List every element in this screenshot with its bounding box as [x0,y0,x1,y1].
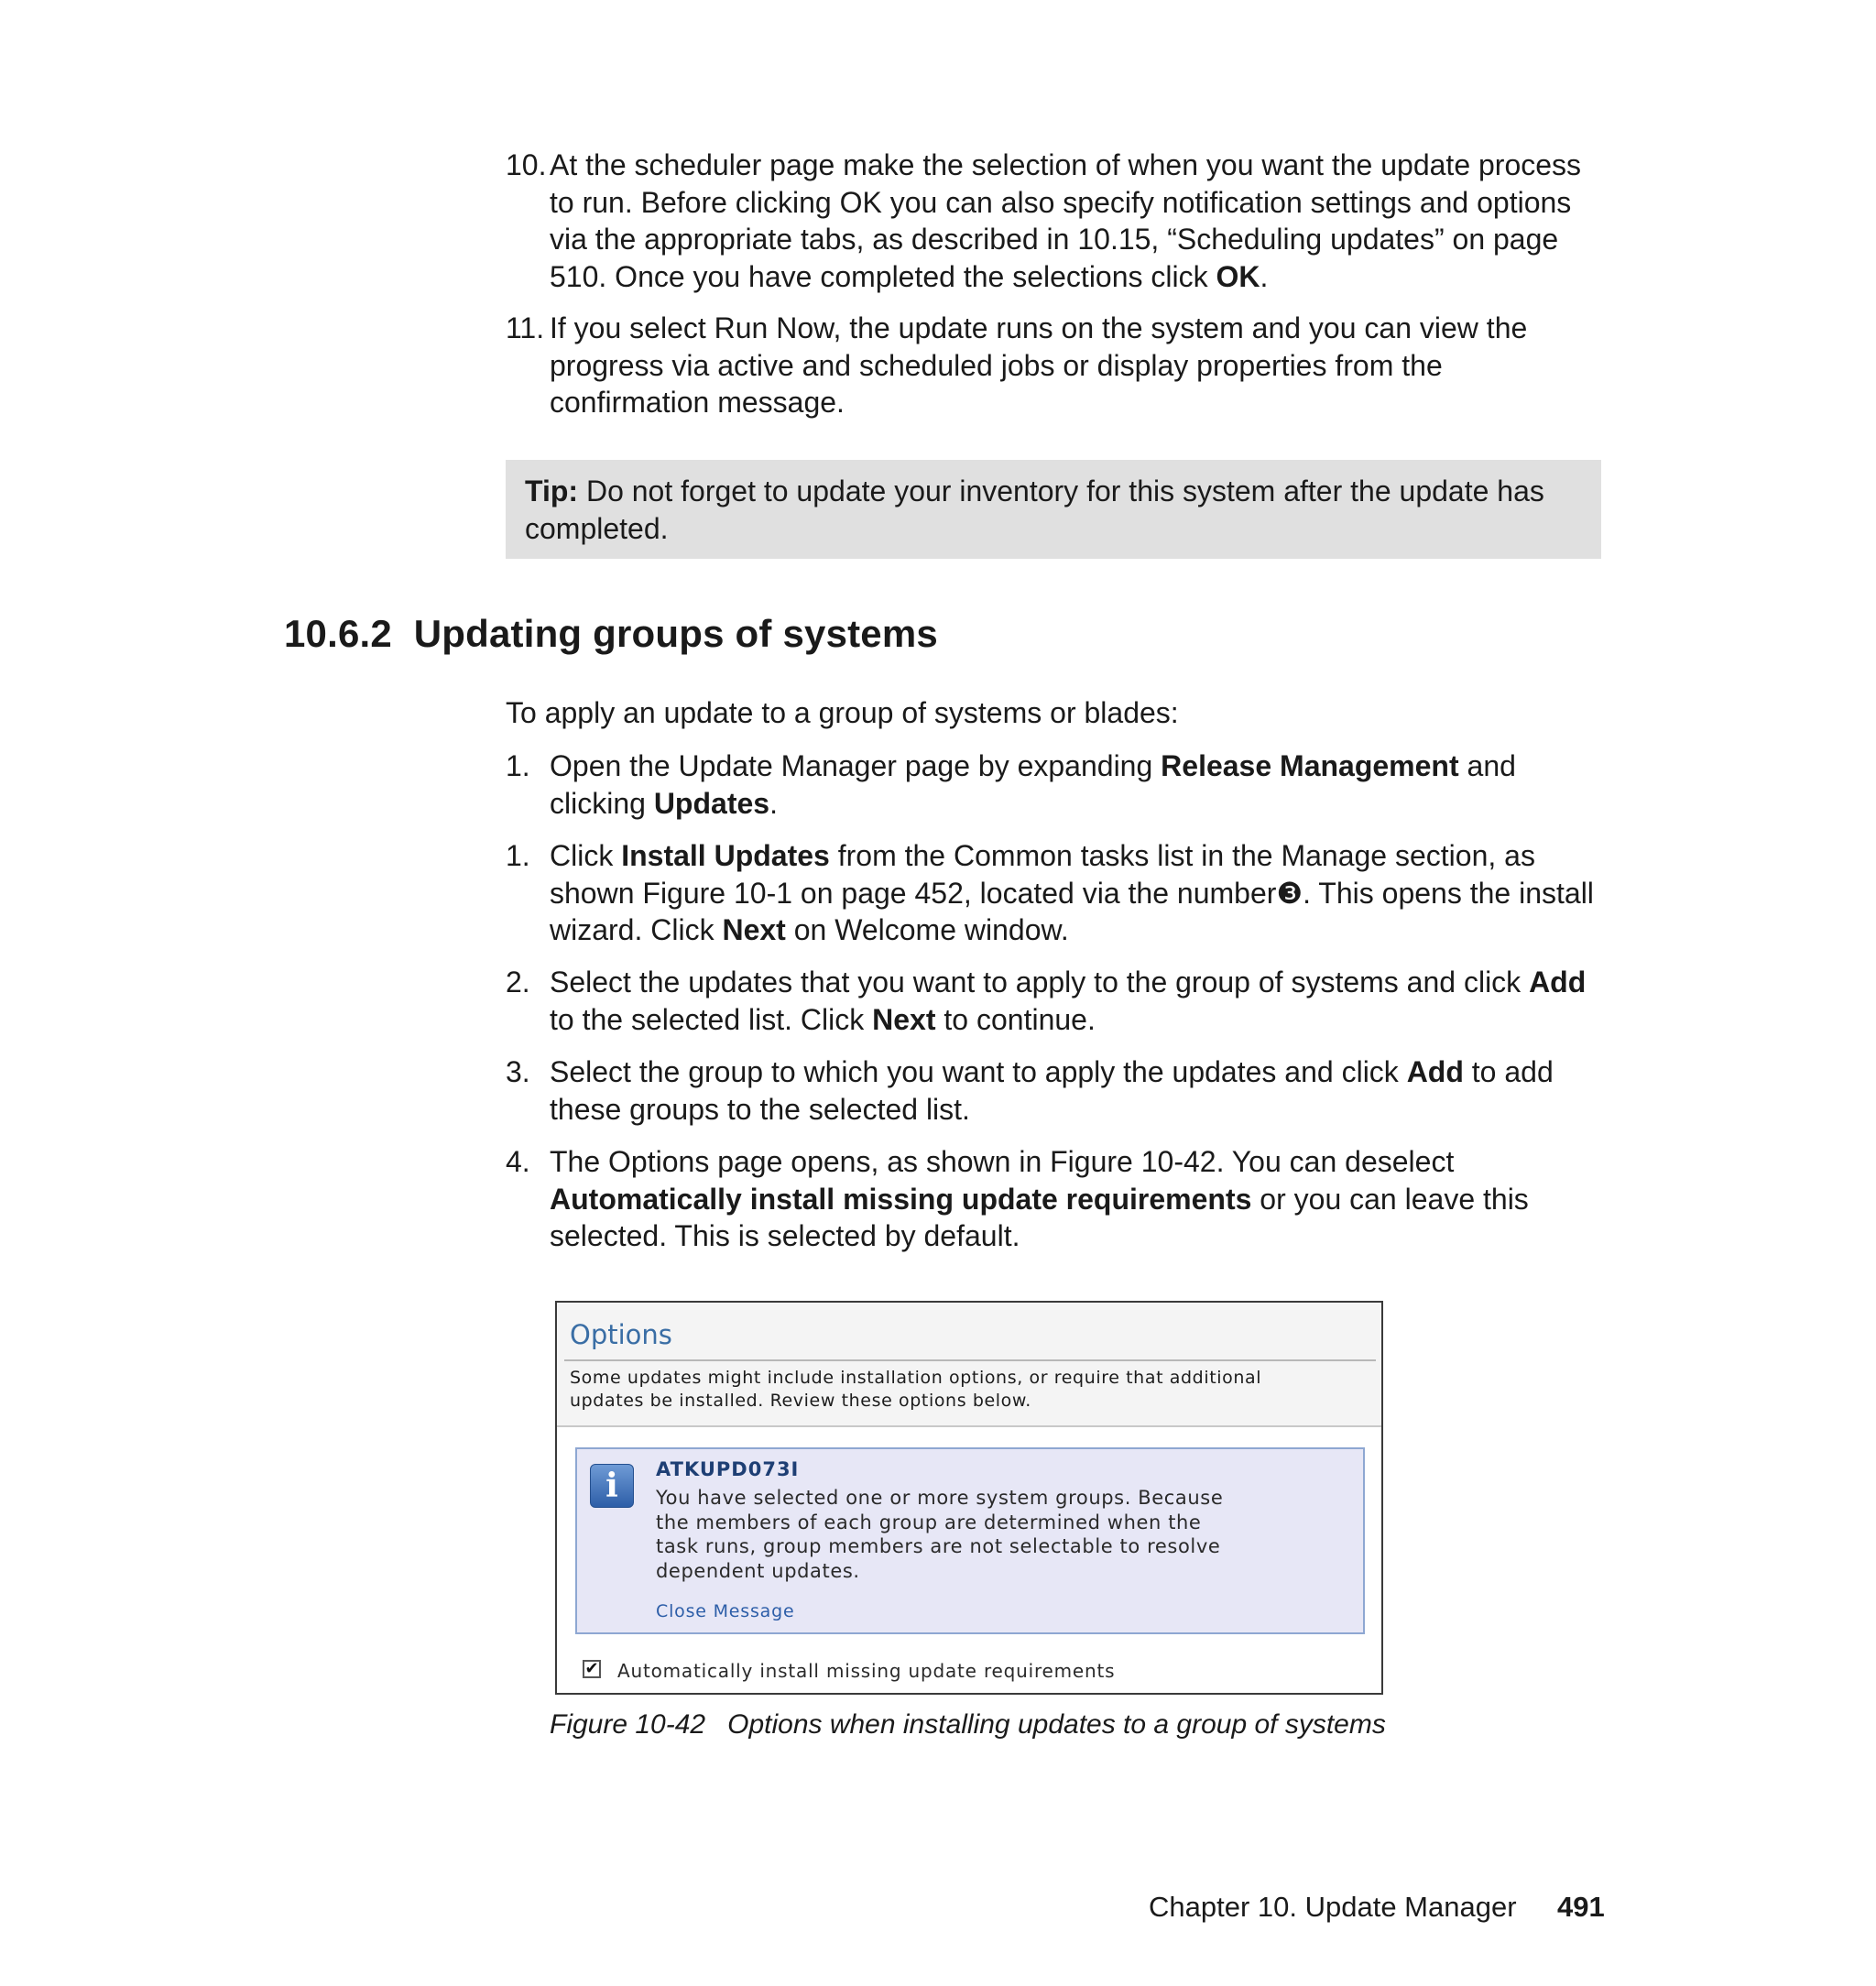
page-number: 491 [1557,1891,1605,1923]
step-1b [506,837,1605,949]
step-number: 11. [506,311,545,344]
step-4 [506,1143,1605,1255]
section-heading: 10.6.2 Updating groups of systems [284,612,938,655]
tip-text: Do not forget to update your inventory for this system after the update has completed. [525,475,1544,545]
step-number: 10. [506,148,547,181]
auto-install-label: Automatically install missing update requirements [617,1660,1116,1682]
message-code: ATKUPD073I [656,1458,800,1480]
figure-number: Figure 10-42 [550,1709,706,1740]
tip-label: Tip: [525,475,579,507]
close-message-link[interactable]: Close Message [656,1601,795,1621]
step-text: At the scheduler page make the selection of when you want the update process to run. Before clicking OK you can also specify notification settings and options via the appropriate tabs, as described in 10.15, “Scheduling updates” on page 510. Once you have completed the selections click OK. [550,148,1582,293]
section-intro: To apply an update to a group of systems or blades: [506,696,1179,729]
step-10 [506,147,1605,295]
info-message-box [575,1447,1365,1634]
options-description: Some updates might include installation options, or require that additional updates be installed. Review these options below. [570,1368,1262,1411]
header-divider [564,1359,1376,1361]
step-number: 3. [506,1055,530,1088]
tip-box [506,460,1601,559]
step-text: Select the group to which you want to apply the updates and click Add to add these groups to the selected list. [550,1055,1554,1126]
auto-install-checkbox[interactable]: ✔ [583,1660,601,1678]
step-number: 1. [506,839,530,872]
step-number: 1. [506,749,530,782]
step-text: Select the updates that you want to apply to the group of systems and click Add to the selected list. Click Next to continue. [550,966,1587,1036]
step-text: Open the Update Manager page by expanding Release Management and clicking Updates. [550,749,1516,820]
step-text: The Options page opens, as shown in Figure 10-42. You can deselect Automatically install missing update requirements or you can leave this selected. This is selected by default. [550,1145,1529,1252]
step-3 [506,1053,1605,1128]
step-number: 4. [506,1145,530,1178]
figure-caption-text: Options when installing updates to a group of systems [727,1709,1386,1740]
info-icon: i [590,1464,634,1508]
message-text: You have selected one or more system groups. Because the members of each group are determined when the task runs, group members are not selectable to resolve dependent updates. [656,1487,1224,1582]
step-2 [506,964,1605,1038]
step-1a [506,747,1605,822]
step-text: Click Install Updates from the Common tasks list in the Manage section, as shown Figure 10-1 on page 452, located via the number❸. This opens the install wizard. Click Next on Welcome window. [550,839,1594,946]
figure-caption [550,1709,1386,1740]
options-figure [555,1301,1383,1695]
options-title: Options [570,1319,672,1350]
footer-chapter: Chapter 10. Update Manager [1149,1891,1517,1923]
step-11 [506,310,1605,421]
options-header [557,1303,1381,1427]
step-number: 2. [506,966,530,998]
callout-number-3: ❸ [1276,875,1303,911]
step-text: If you select Run Now, the update runs on the system and you can view the progress via active and scheduled jobs or display properties from the confirmation message. [550,311,1528,419]
